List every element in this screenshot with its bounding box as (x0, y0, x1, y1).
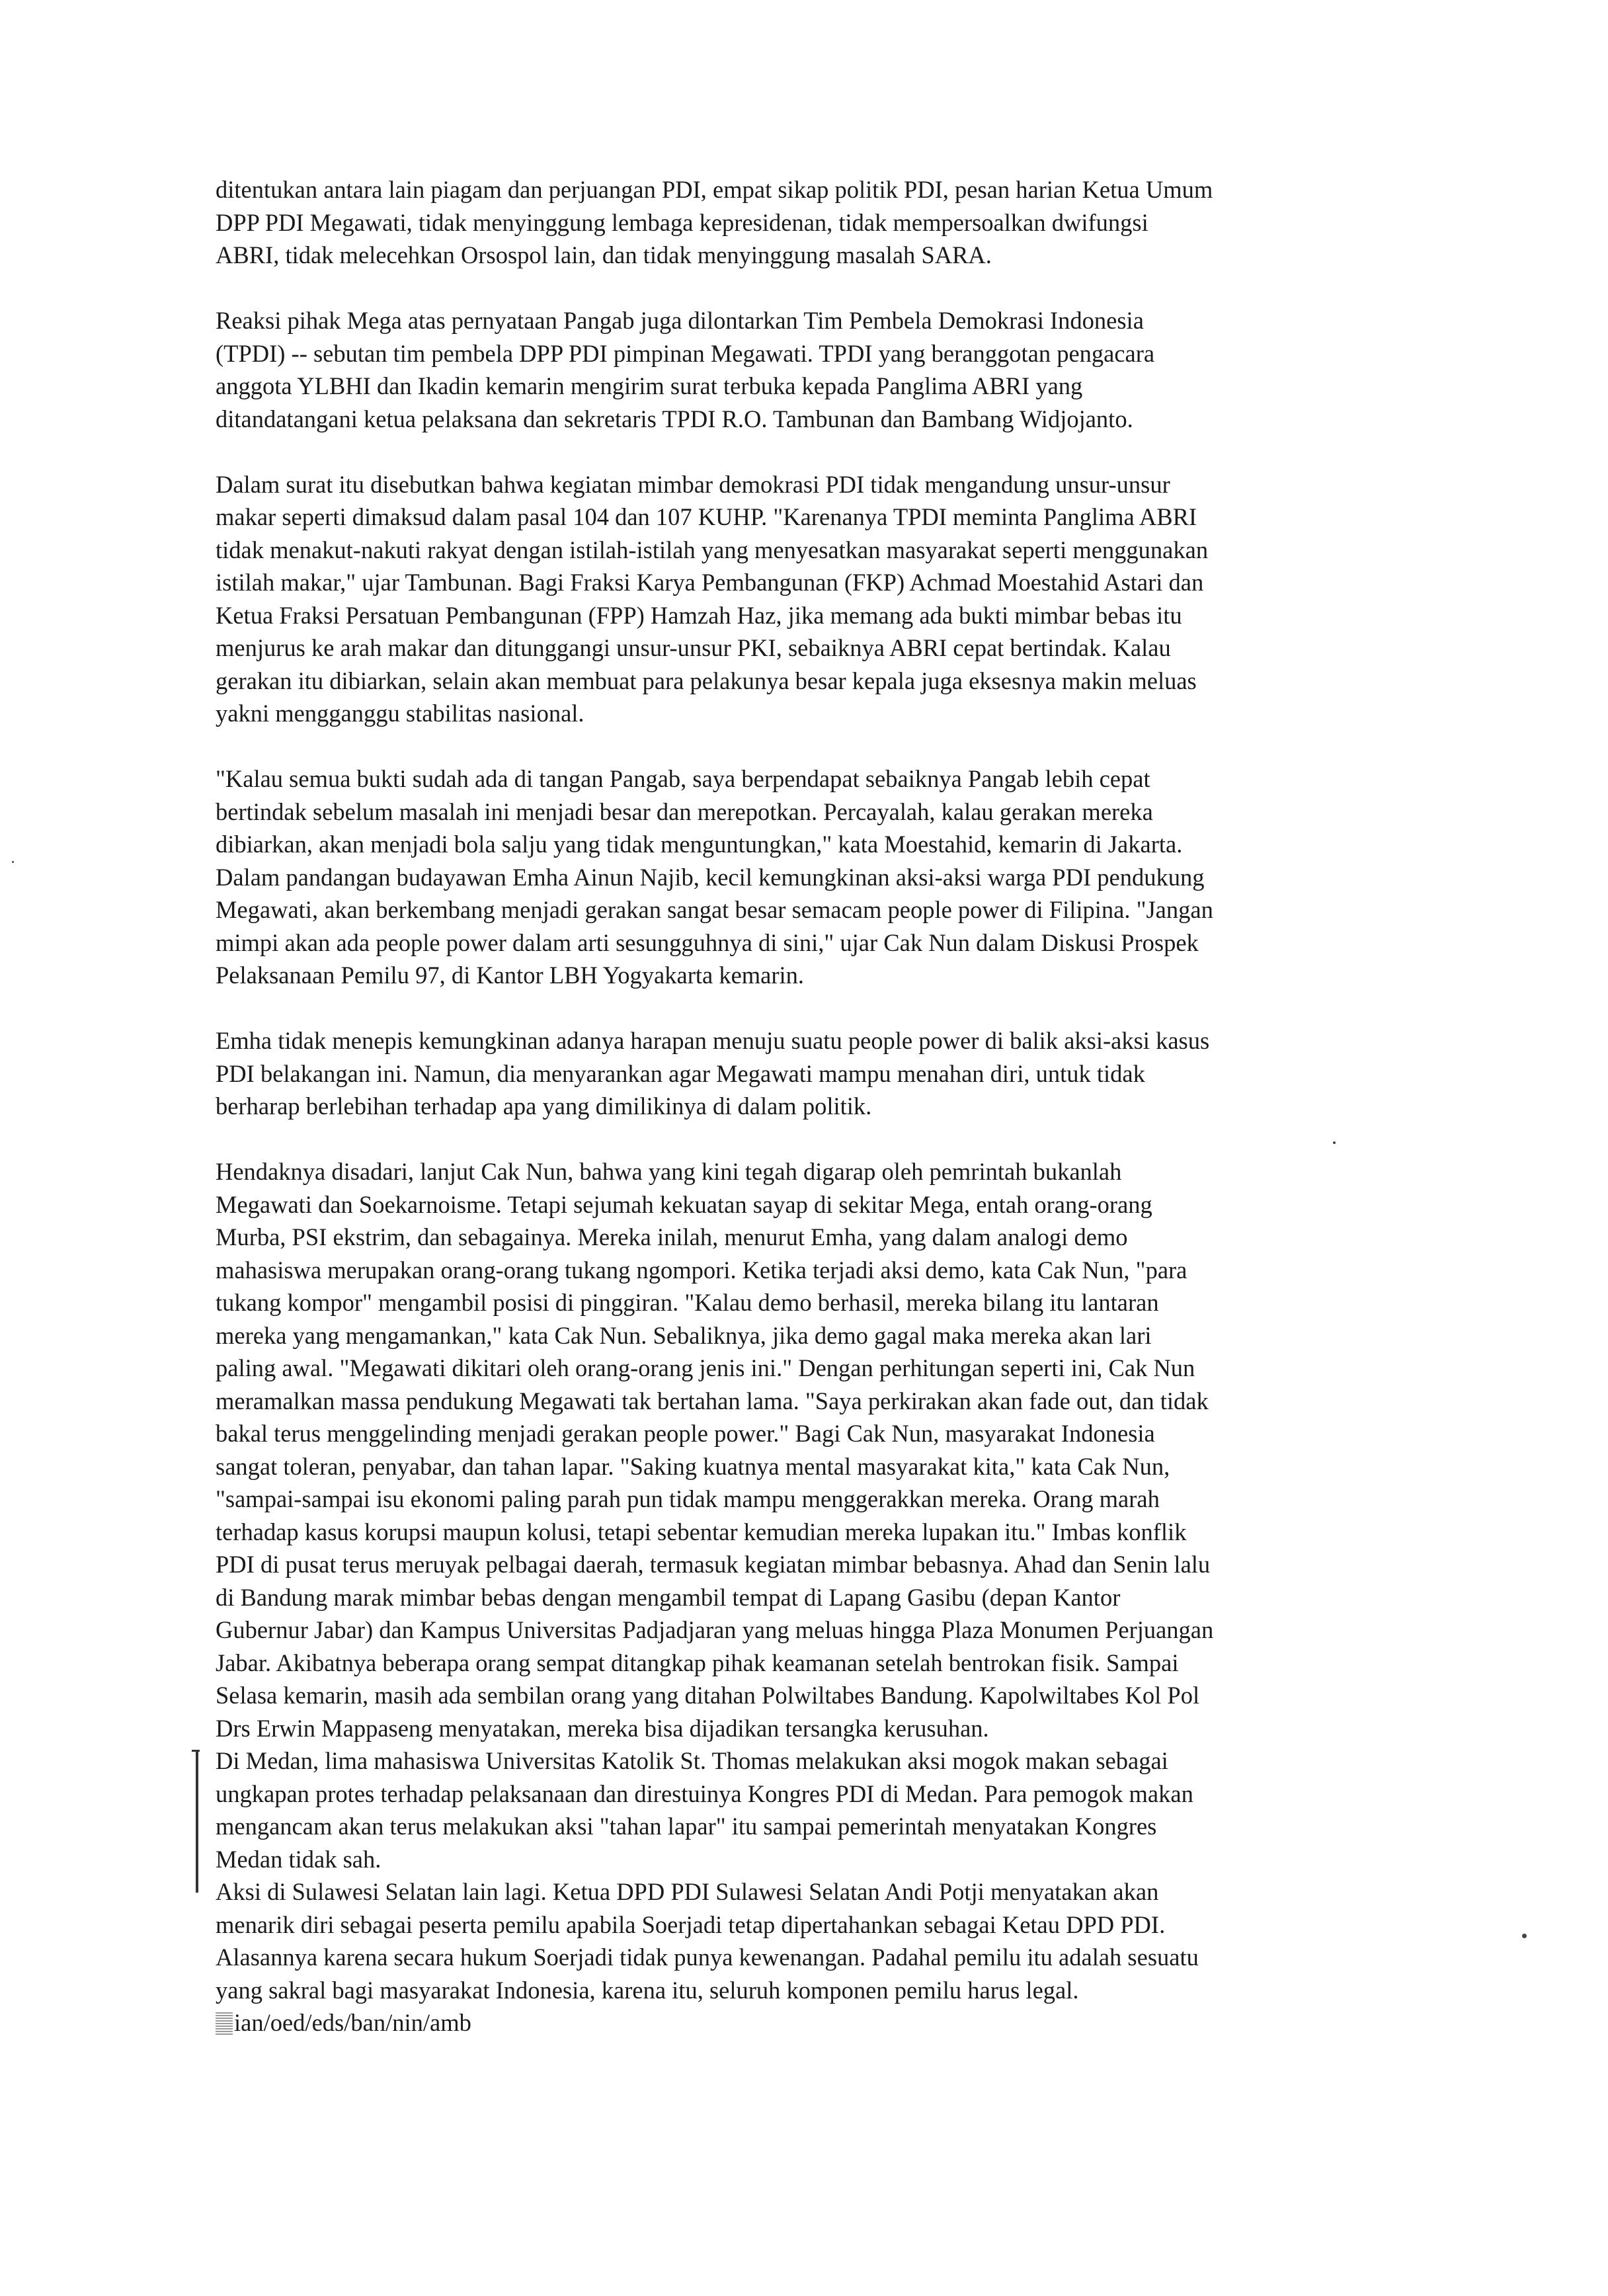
text-line: menjurus ke arah makar dan ditunggangi unsur-unsur PKI, sebaiknya ABRI cepat bertindak. Kalau (216, 634, 1171, 661)
paragraph-6 (216, 1155, 1373, 1744)
text-line: di Bandung marak mimbar bebas dengan mengambil tempat di Lapang Gasibu (depan Kantor (216, 1583, 1121, 1611)
text-line: DPP PDI Megawati, tidak menyinggung lembaga kepresidenan, tidak mempersoalkan dwifungsi (216, 208, 1148, 236)
text-line: Dalam surat itu disebutkan bahwa kegiatan mimbar demokrasi PDI tidak mengandung unsur-unsur (216, 470, 1170, 498)
text-line: ungkapan protes terhadap pelaksanaan dan direstuinya Kongres PDI di Medan. Para pemogok makan (216, 1780, 1193, 1807)
text-line: Emha tidak menepis kemungkinan adanya harapan menuju suatu people power di balik aksi-aksi kasus (216, 1027, 1210, 1054)
paragraph-8 (216, 1875, 1373, 2039)
text-line: ditandatangani ketua pelaksana dan sekretaris TPDI R.O. Tambunan dan Bambang Widjojanto. (216, 405, 1133, 432)
text-line: terhadap kasus korupsi maupun kolusi, tetapi sebentar kemudian mereka lupakan itu." Imbas konflik (216, 1518, 1187, 1545)
text-line: Drs Erwin Mappaseng menyatakan, mereka bisa dijadikan tersangka kerusuhan. (216, 1714, 989, 1742)
paragraph-1 (216, 173, 1373, 272)
text-line: Jabar. Akibatnya beberapa orang sempat ditangkap pihak keamanan setelah bentrokan fisik. Sampai (216, 1649, 1179, 1676)
text-line: gerakan itu dibiarkan, selain akan membuat para pelakunya besar kepala juga eksesnya makin meluas (216, 667, 1197, 694)
text-line: berharap berlebihan terhadap apa yang dimilikinya di dalam politik. (216, 1092, 872, 1120)
text-line: yakni mengganggu stabilitas nasional. (216, 700, 584, 727)
text-line: PDI di pusat terus meruyak pelbagai daerah, termasuk kegiatan mimbar bebasnya. Ahad dan Senin lalu (216, 1551, 1211, 1578)
text-line: paling awal. "Megawati dikitari oleh orang-orang jenis ini." Dengan perhitungan seperti ini, Cak Nun (216, 1354, 1195, 1381)
text-line: Dalam pandangan budayawan Emha Ainun Najib, kecil kemungkinan aksi-aksi warga PDI pendukung (216, 863, 1205, 891)
text-line: mimpi akan ada people power dalam arti sesungguhnya di sini," ujar Cak Nun dalam Diskusi Prospek (216, 928, 1199, 956)
text-line: (TPDI) -- sebutan tim pembela DPP PDI pimpinan Megawati. TPDI yang beranggotan pengacara (216, 339, 1155, 367)
text-line: Megawati, akan berkembang menjadi gerakan sangat besar semacam people power di Filipina. "Jangan (216, 896, 1213, 923)
text-line: Selasa kemarin, masih ada sembilan orang yang ditahan Polwiltabes Bandung. Kapolwiltabes Kol Pol (216, 1682, 1200, 1709)
paragraph-2 (216, 304, 1373, 435)
text-line: mereka yang mengamankan," kata Cak Nun. Sebaliknya, jika demo gagal maka mereka akan lari (216, 1321, 1152, 1349)
text-line: meramalkan massa pendukung Megawati tak bertahan lama. "Saya perkirakan akan fade out, dan tidak (216, 1387, 1209, 1414)
text-line: istilah makar," ujar Tambunan. Bagi Fraksi Karya Pembangunan (FKP) Achmad Moestahid Astari dan (216, 569, 1204, 596)
paragraph-5 (216, 1024, 1373, 1123)
text-line: Gubernur Jabar) dan Kampus Universitas Padjadjaran yang meluas hingga Plaza Monumen Perjuangan (216, 1616, 1214, 1643)
text-line: sangat toleran, penyabar, dan tahan lapar. "Saking kuatnya mental masyarakat kita," kata Cak Nun, (216, 1452, 1170, 1480)
reporter-initials (216, 2006, 1373, 2039)
text-line: Di Medan, lima mahasiswa Universitas Katolik St. Thomas melakukan aksi mogok makan sebagai (216, 1747, 1168, 1774)
text-line: ABRI, tidak melecehkan Orsospol lain, dan tidak menyinggung masalah SARA. (216, 241, 992, 268)
text-line: tidak menakut-nakuti rakyat dengan istilah-istilah yang menyesatkan masyarakat seperti menggunakan (216, 536, 1209, 563)
paragraph-4 (216, 762, 1373, 992)
text-line: yang sakral bagi masyarakat Indonesia, karena itu, seluruh komponen pemilu harus legal. (216, 1976, 1079, 2004)
text-line: Megawati dan Soekarnoisme. Tetapi sejumah kekuatan sayap di sekitar Mega, entah orang-orang (216, 1190, 1152, 1218)
scan-smudge-icon (216, 2012, 233, 2035)
paragraph-7 (216, 1744, 1373, 1875)
text-line: Alasannya karena secara hukum Soerjadi tidak punya kewenangan. Padahal pemilu itu adalah sesuatu (216, 1944, 1199, 1971)
text-line: Murba, PSI ekstrim, dan sebagainya. Mereka inilah, menurut Emha, yang dalam analogi demo (216, 1223, 1128, 1250)
text-line: bakal terus menggelinding menjadi gerakan people power." Bagi Cak Nun, masyarakat Indonesia (216, 1420, 1155, 1447)
scan-speck (12, 861, 14, 863)
margin-bracket-mark (196, 1751, 198, 1893)
paragraph-3 (216, 468, 1373, 730)
text-line: Ketua Fraksi Persatuan Pembangunan (FPP) Hamzah Haz, jika memang ada bukti mimbar bebas itu (216, 601, 1182, 629)
text-line: Pelaksanaan Pemilu 97, di Kantor LBH Yogyakarta kemarin. (216, 962, 805, 989)
text-line: menarik diri sebagai peserta pemilu apabila Soerjadi tetap dipertahankan sebagai Ketau DPD PDI. (216, 1910, 1166, 1938)
text-line: Reaksi pihak Mega atas pernyataan Pangab juga dilontarkan Tim Pembela Demokrasi Indonesia (216, 307, 1144, 334)
text-line: dibiarkan, akan menjadi bola salju yang tidak menguntungkan," kata Moestahid, kemarin di Jakarta. (216, 831, 1183, 858)
text-line: Medan tidak sah. (216, 1845, 382, 1873)
text-line: makar seperti dimaksud dalam pasal 104 dan 107 KUHP. "Karenanya TPDI meminta Panglima ABRI (216, 503, 1197, 530)
text-line: ditentukan antara lain piagam dan perjuangan PDI, empat sikap politik PDI, pesan harian Ketua Umum (216, 176, 1213, 203)
scan-speck (1333, 1141, 1336, 1144)
text-line: Hendaknya disadari, lanjut Cak Nun, bahwa yang kini tegah digarap oleh pemrintah bukanlah (216, 1158, 1122, 1185)
text-line: Aksi di Sulawesi Selatan lain lagi. Ketua DPD PDI Sulawesi Selatan Andi Potji menyatakan akan (216, 1878, 1159, 1905)
text-line: PDI belakangan ini. Namun, dia menyarankan agar Megawati mampu menahan diri, untuk tidak (216, 1059, 1145, 1087)
text-line: bertindak sebelum masalah ini menjadi besar dan merepotkan. Percayalah, kalau gerakan mereka (216, 798, 1153, 825)
text-line: mahasiswa merupakan orang-orang tukang ngompori. Ketika terjadi aksi demo, kata Cak Nun, "para (216, 1256, 1187, 1284)
article-body (216, 173, 1373, 2039)
reporter-initials-text: ian/oed/eds/ban/nin/amb (234, 2009, 471, 2036)
scan-speck (1522, 1934, 1527, 1938)
text-line: anggota YLBHI dan Ikadin kemarin mengirim surat terbuka kepada Panglima ABRI yang (216, 372, 1083, 399)
text-line: "Kalau semua bukti sudah ada di tangan Pangab, saya berpendapat sebaiknya Pangab lebih cepat (216, 765, 1150, 792)
text-line: tukang kompor" mengambil posisi di pinggiran. "Kalau demo berhasil, mereka bilang itu lantaran (216, 1289, 1159, 1316)
text-line: "sampai-sampai isu ekonomi paling parah pun tidak mampu menggerakkan mereka. Orang marah (216, 1485, 1160, 1512)
text-line: mengancam akan terus melakukan aksi "tahan lapar" itu sampai pemerintah menyatakan Kongres (216, 1813, 1157, 1840)
